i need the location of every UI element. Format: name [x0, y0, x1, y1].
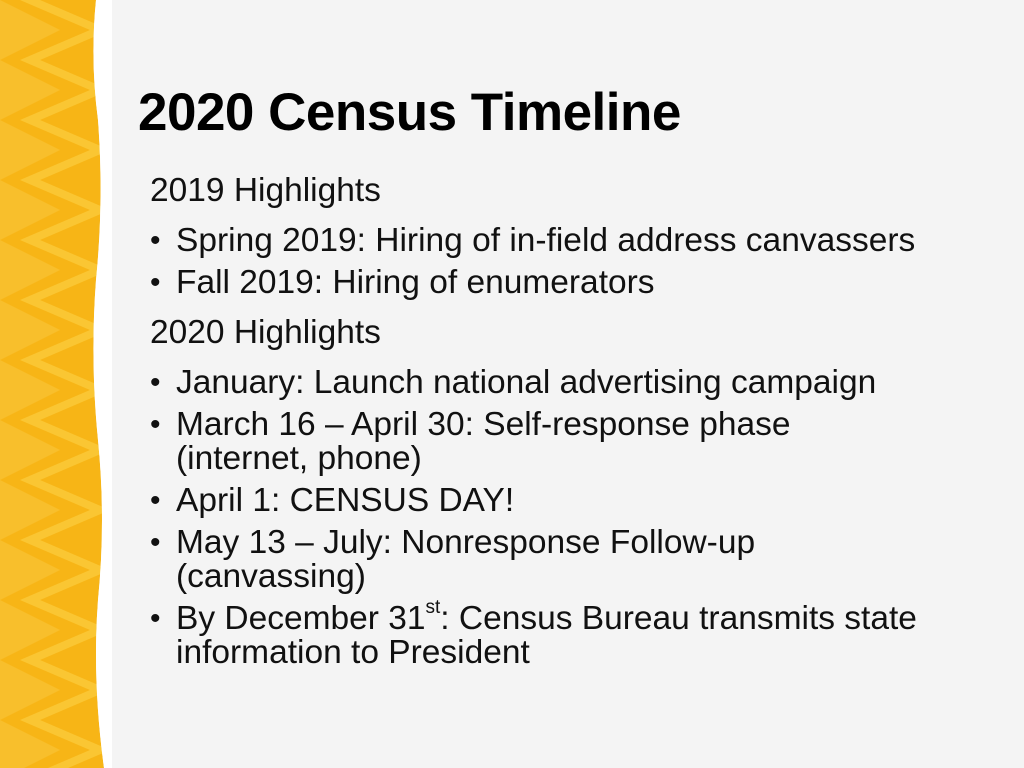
bullet-text: : Census Bureau transmits state information to President	[176, 600, 917, 671]
bullet-icon: •	[150, 266, 161, 299]
list-item	[150, 408, 1010, 476]
bullet-icon: •	[150, 526, 161, 559]
slide-title: 2020 Census Timeline	[138, 83, 681, 142]
section-heading-2019: 2019 Highlights	[150, 172, 381, 209]
bullet-icon: •	[150, 602, 161, 635]
bullet-text: March 16 – April 30: Self-response phase (internet, phone)	[176, 406, 791, 477]
list-item	[150, 596, 1010, 671]
slide-content	[150, 166, 1010, 678]
section-heading-2020: 2020 Highlights	[150, 314, 381, 351]
bullet-text: January: Launch national advertising campaign	[176, 364, 877, 401]
list-item	[150, 266, 1010, 300]
bullet-text: By December 31	[176, 600, 426, 637]
bullet-icon: •	[150, 224, 161, 257]
bullet-text-container	[176, 596, 1016, 671]
bullet-text: Spring 2019: Hiring of in-field address canvassers	[176, 222, 916, 259]
bullet-text: April 1: CENSUS DAY!	[176, 482, 515, 519]
list-item	[150, 224, 1010, 258]
bullet-icon: •	[150, 408, 161, 441]
bullet-text: Fall 2019: Hiring of enumerators	[176, 264, 655, 301]
decorative-stripe	[0, 0, 112, 768]
list-item	[150, 366, 1010, 400]
ordinal-suffix: st	[425, 596, 441, 618]
list-item	[150, 526, 1010, 594]
bullet-text: May 13 – July: Nonresponse Follow-up (canvassing)	[176, 524, 756, 595]
list-item	[150, 484, 1010, 518]
bullet-icon: •	[150, 484, 161, 517]
bullet-icon: •	[150, 366, 161, 399]
